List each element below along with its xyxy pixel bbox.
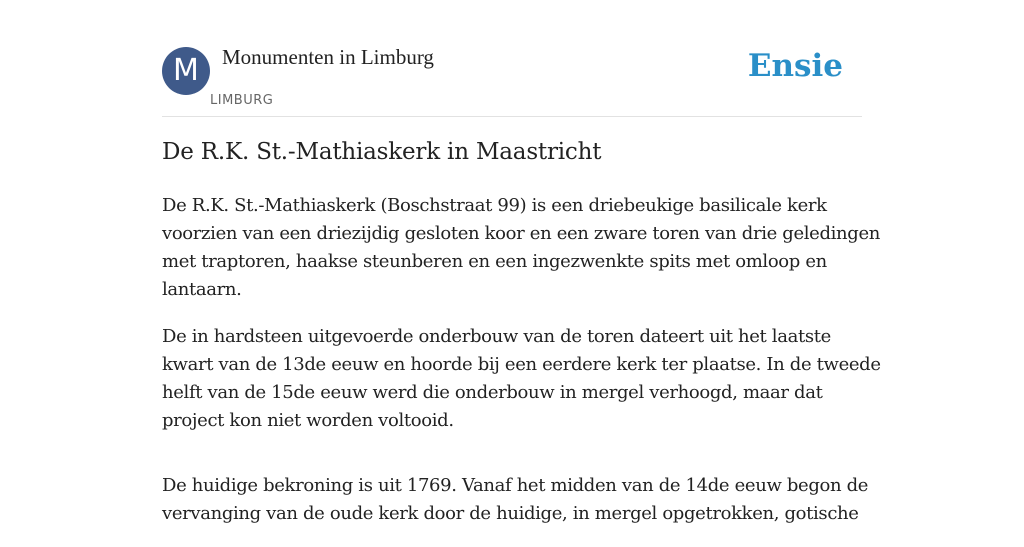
channel-subtitle: LIMBURG — [210, 93, 274, 108]
content-container — [162, 0, 881, 524]
article-paragraph: De huidige bekroning is uit 1769. Vanaf het midden van de 14de eeuw begon de vervanging van de oude kerk door de huidige, in mergel opgetrokken, gotische — [162, 475, 869, 524]
article-body — [162, 192, 882, 547]
avatar[interactable]: M — [162, 47, 210, 95]
brand-logo-link[interactable]: Ensie — [747, 48, 843, 84]
channel-title-link[interactable]: Monumenten in Limburg — [222, 45, 434, 69]
page-header — [162, 0, 862, 117]
article-paragraph: De R.K. St.-Mathiaskerk (Boschstraat 99) is een driebeukige basilicale kerk voorzien van een driezijdig gesloten koor en een zware toren van drie geledingen met traptoren, haakse steunberen en een ingezwenkte spits met omloop en lantaarn. — [162, 195, 881, 300]
article-title: De R.K. St.-Mathiaskerk in Maastricht — [162, 139, 602, 165]
article-paragraph: De in hardsteen uitgevoerde onderbouw van de toren dateert uit het laatste kwart van de 13de eeuw en hoorde bij een eerdere kerk ter plaatse. In de tweede helft van de 15de eeuw werd die onderbouw in mergel verhoogd, maar dat project kon niet worden voltooid. — [162, 326, 881, 431]
